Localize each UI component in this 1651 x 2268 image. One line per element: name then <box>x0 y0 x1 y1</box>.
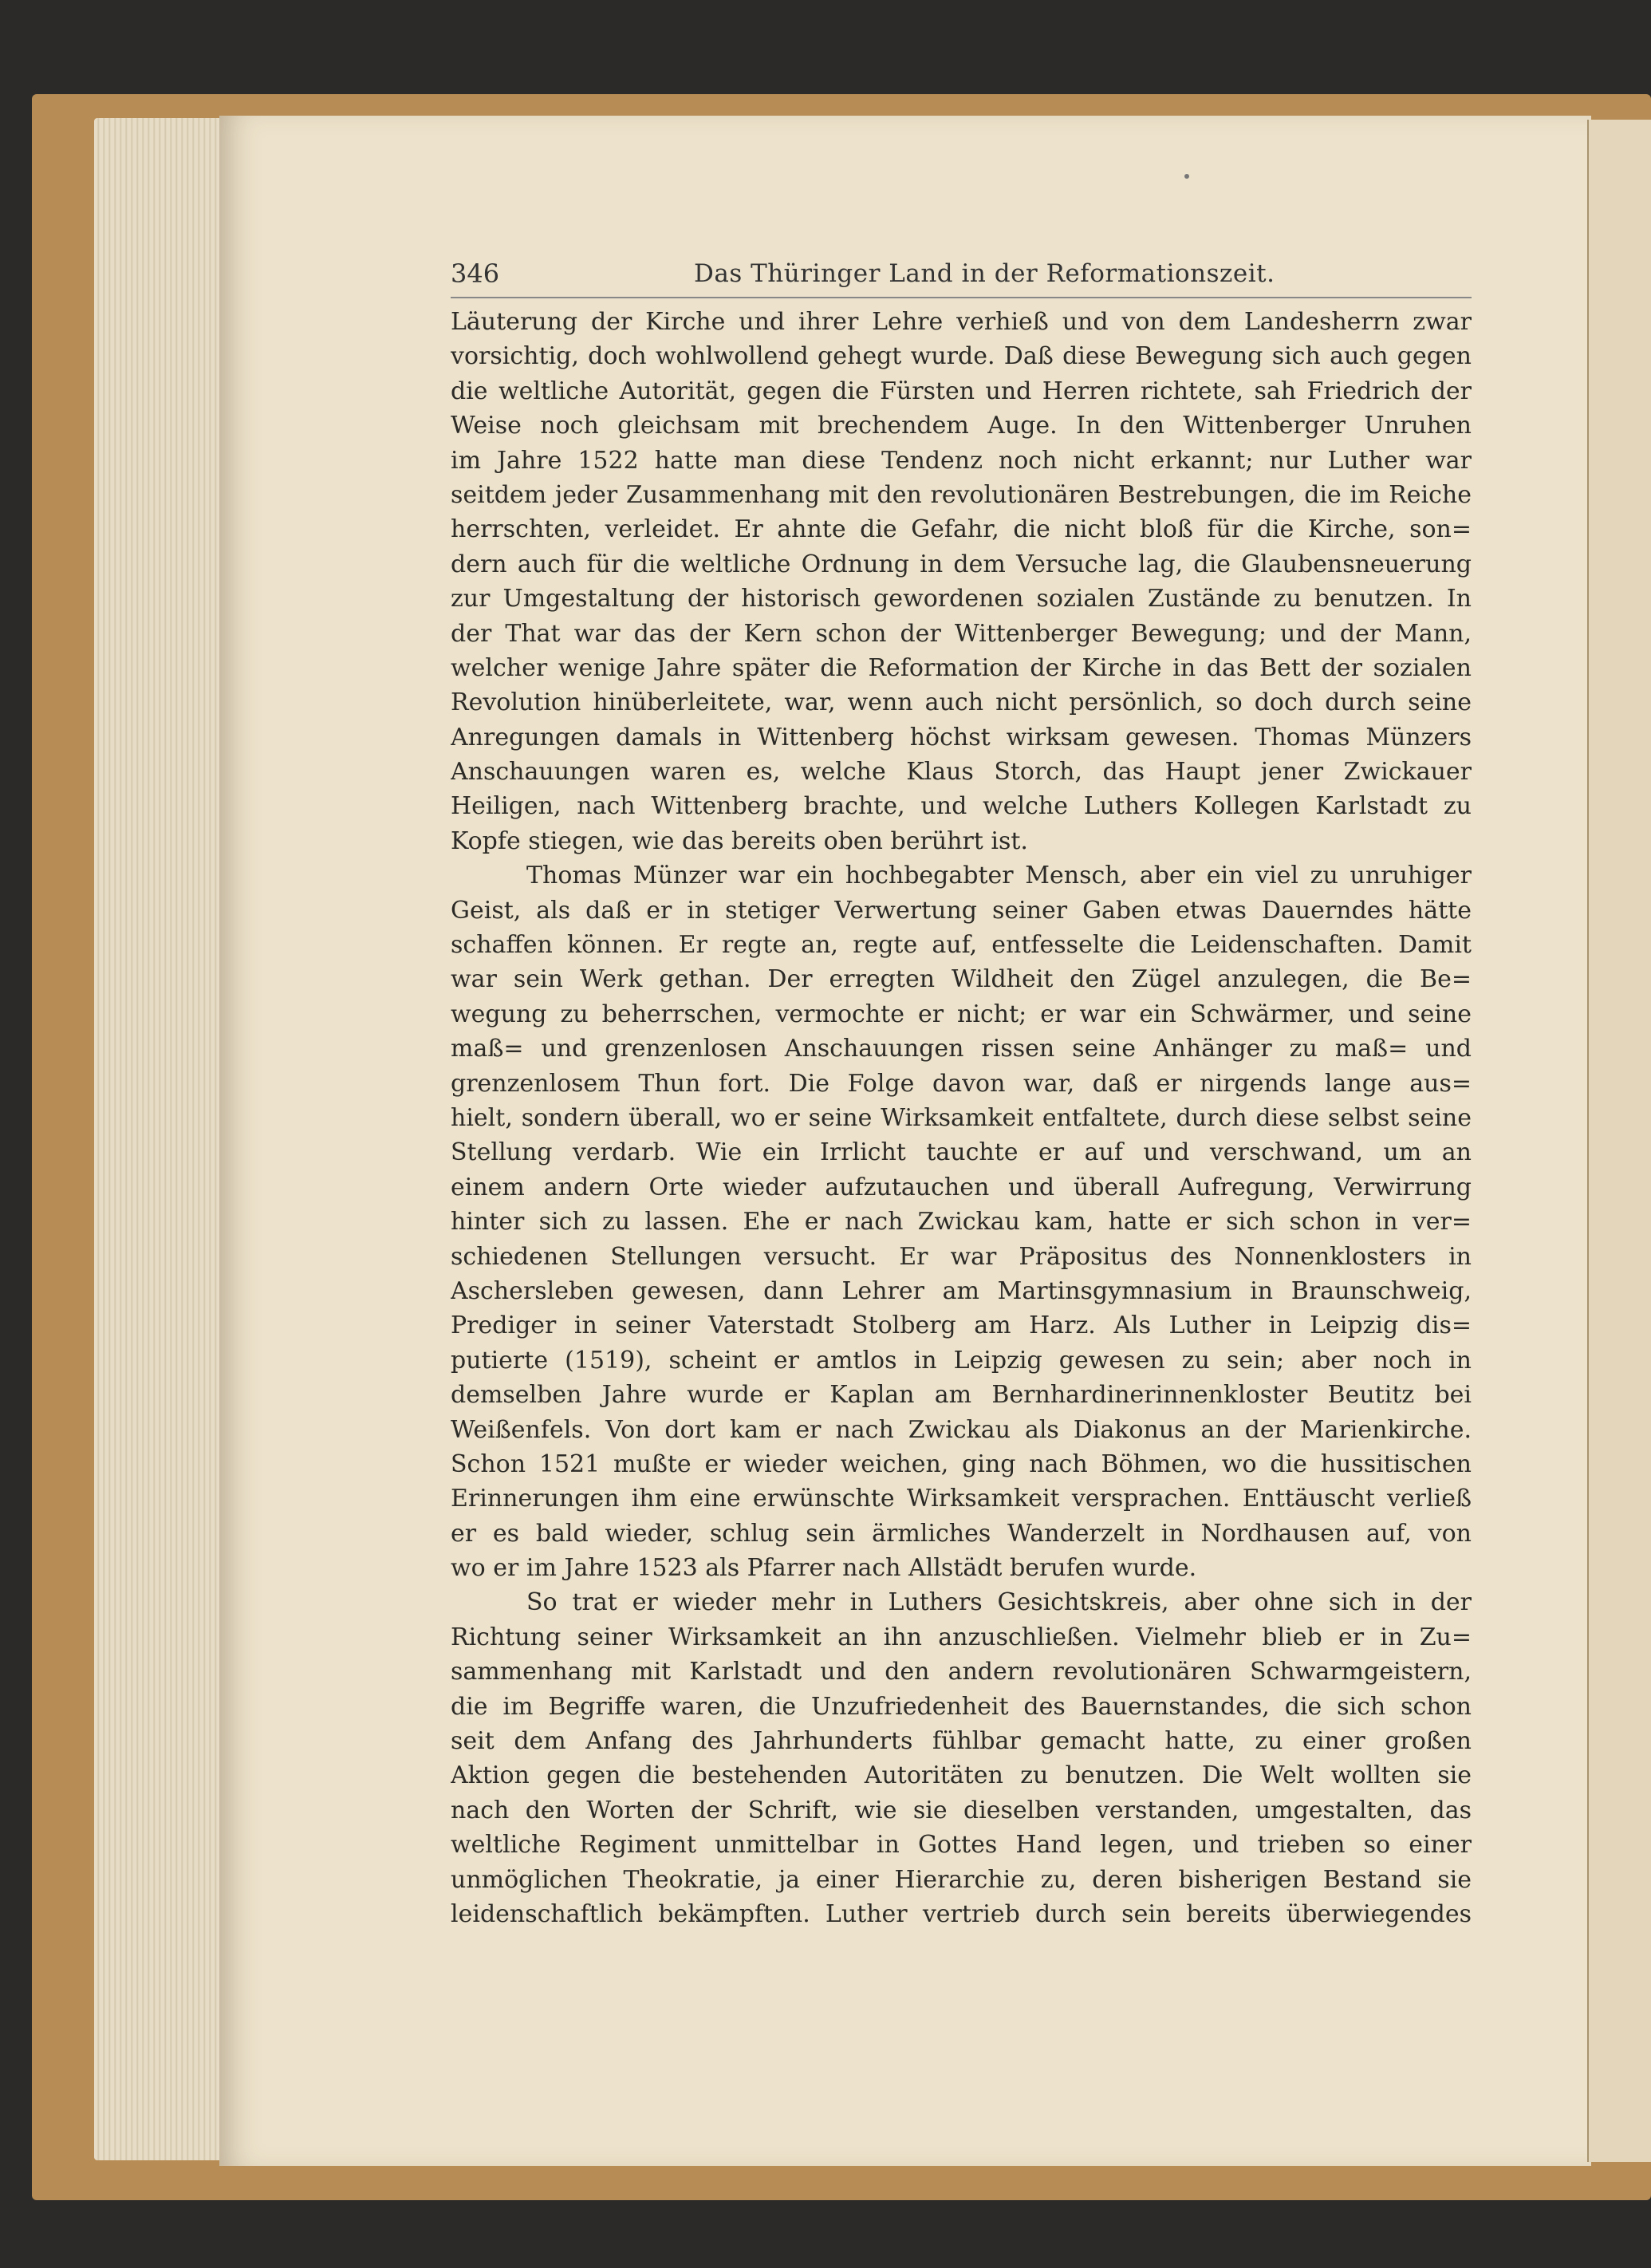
text-line: die weltliche Autorität, gegen die Fürsten und Herren richtete, sah Friedrich der <box>451 377 1472 405</box>
text-line: maß= und grenzenlosen Anschauungen rissen seine Anhänger zu maß= und <box>451 1035 1472 1063</box>
text-line: sammenhang mit Karlstadt und den andern revolutionären Schwarmgeistern, <box>451 1658 1472 1686</box>
text-line: der That war das der Kern schon der Wittenberger Bewegung; und der Mann, <box>451 619 1472 648</box>
text-line: Anregungen damals in Wittenberg höchst wirksam gewesen. Thomas Münzers <box>451 723 1472 751</box>
text-line: nach den Worten der Schrift, wie sie dieselben verstanden, umgestalten, das <box>451 1796 1472 1824</box>
text-line: Anschauungen waren es, welche Klaus Storch, das Haupt jener Zwickauer <box>451 758 1472 787</box>
text-line: Revolution hinüberleitete, war, wenn auch nicht persönlich, so doch durch seine <box>451 688 1472 717</box>
text-line: wo er im Jahre 1523 als Pfarrer nach Allstädt berufen wurde. <box>451 1554 1197 1583</box>
text-line: schaffen können. Er regte an, regte auf, entfesselte die Leidenschaften. Damit <box>451 931 1472 960</box>
facing-page-edge <box>1587 120 1651 2162</box>
text-line: Prediger in seiner Vaterstadt Stolberg am Harz. Als Luther in Leipzig dis= <box>451 1311 1472 1340</box>
text-line: unmöglichen Theokratie, ja einer Hierarchie zu, deren bisherigen Bestand sie <box>451 1865 1472 1894</box>
text-line: im Jahre 1522 hatte man diese Tendenz noch nicht erkannt; nur Luther war <box>451 446 1472 475</box>
header-rule <box>451 297 1472 298</box>
text-line: einem andern Orte wieder aufzutauchen und überall Aufregung, Verwirrung <box>451 1173 1472 1201</box>
text-line: Richtung seiner Wirksamkeit an ihn anzuschließen. Vielmehr blieb er in Zu= <box>451 1623 1472 1651</box>
text-line: Weißenfels. Von dort kam er nach Zwickau als Diakonus an der Marienkirche. <box>451 1415 1472 1444</box>
text-line: herrschten, verleidet. Er ahnte die Gefahr, die nicht bloß für die Kirche, son= <box>451 515 1472 544</box>
text-line: zur Umgestaltung der historisch gewordenen sozialen Zustände zu benutzen. In <box>451 585 1472 613</box>
text-line: Aschersleben gewesen, dann Lehrer am Martinsgymnasium in Braunschweig, <box>451 1276 1472 1305</box>
text-line: Schon 1521 mußte er wieder weichen, ging nach Böhmen, wo die hussitischen <box>451 1450 1472 1478</box>
text-line: Stellung verdarb. Wie ein Irrlicht tauchte er auf und verschwand, um an <box>451 1138 1472 1167</box>
text-line: schiedenen Stellungen versucht. Er war Präpositus des Nonnenklosters in <box>451 1242 1472 1271</box>
text-line: grenzenlosem Thun fort. Die Folge davon war, daß er nirgends lange aus= <box>451 1069 1472 1098</box>
text-line: Aktion gegen die bestehenden Autoritäten zu benutzen. Die Welt wollten sie <box>451 1761 1472 1790</box>
text-line: putierte (1519), scheint er amtlos in Leipzig gewesen zu sein; aber noch in <box>451 1346 1472 1375</box>
text-line: demselben Jahre wurde er Kaplan am Bernhardinerinnenkloster Beutitz bei <box>451 1381 1472 1410</box>
paragraph-start-line: Thomas Münzer war ein hochbegabter Mensch, aber ein viel zu unruhiger <box>526 862 1472 890</box>
text-line: wegung zu beherrschen, vermochte er nicht; er war ein Schwärmer, und seine <box>451 1000 1472 1028</box>
body-text <box>451 305 1472 1931</box>
running-head: Das Thüringer Land in der Reformationszeit. <box>694 259 1275 288</box>
paper-speck <box>1184 174 1189 179</box>
text-line: Läuterung der Kirche und ihrer Lehre verhieß und von dem Landesherrn zwar <box>451 308 1472 336</box>
text-line: seitdem jeder Zusammenhang mit den revolutionären Bestrebungen, die im Reiche <box>451 480 1472 509</box>
text-line: Weise noch gleichsam mit brechendem Auge. In den Wittenberger Unruhen <box>451 412 1472 440</box>
text-line: er es bald wieder, schlug sein ärmliches Wanderzelt in Nordhausen auf, von <box>451 1519 1472 1548</box>
text-line: hielt, sondern überall, wo er seine Wirksamkeit entfaltete, durch diese selbst seine <box>451 1103 1472 1132</box>
text-line: welcher wenige Jahre später die Reformation der Kirche in das Bett der sozialen <box>451 653 1472 682</box>
text-line: seit dem Anfang des Jahrhunderts fühlbar gemacht hatte, zu einer großen <box>451 1727 1472 1756</box>
page-edges <box>94 118 238 2160</box>
text-line: vorsichtig, doch wohlwollend gehegt wurde. Daß diese Bewegung sich auch gegen <box>451 342 1472 371</box>
text-line: Kopfe stiegen, wie das bereits oben berührt ist. <box>451 826 1028 855</box>
page-number: 346 <box>451 258 500 289</box>
text-line: weltliche Regiment unmittelbar in Gottes Hand legen, und trieben so einer <box>451 1831 1472 1860</box>
text-line: Erinnerungen ihm eine erwünschte Wirksamkeit versprachen. Enttäuscht verließ <box>451 1485 1472 1513</box>
text-line: die im Begriffe waren, die Unzufriedenheit des Bauernstandes, die sich schon <box>451 1692 1472 1721</box>
text-line: Heiligen, nach Wittenberg brachte, und welche Luthers Kollegen Karlstadt zu <box>451 792 1472 821</box>
text-line: Geist, als daß er in stetiger Verwertung seiner Gaben etwas Dauerndes hätte <box>451 896 1472 925</box>
paragraph-start-line: So trat er wieder mehr in Luthers Gesichtskreis, aber ohne sich in der <box>526 1588 1472 1617</box>
text-line: leidenschaftlich bekämpften. Luther vertrieb durch sein bereits überwiegendes <box>451 1899 1472 1928</box>
text-line: dern auch für die weltliche Ordnung in dem Versuche lag, die Glaubensneuerung <box>451 550 1472 578</box>
text-line: war sein Werk gethan. Der erregten Wildheit den Zügel anzulegen, die Be= <box>451 965 1472 994</box>
text-line: hinter sich zu lassen. Ehe er nach Zwickau kam, hatte er sich schon in ver= <box>451 1208 1472 1237</box>
